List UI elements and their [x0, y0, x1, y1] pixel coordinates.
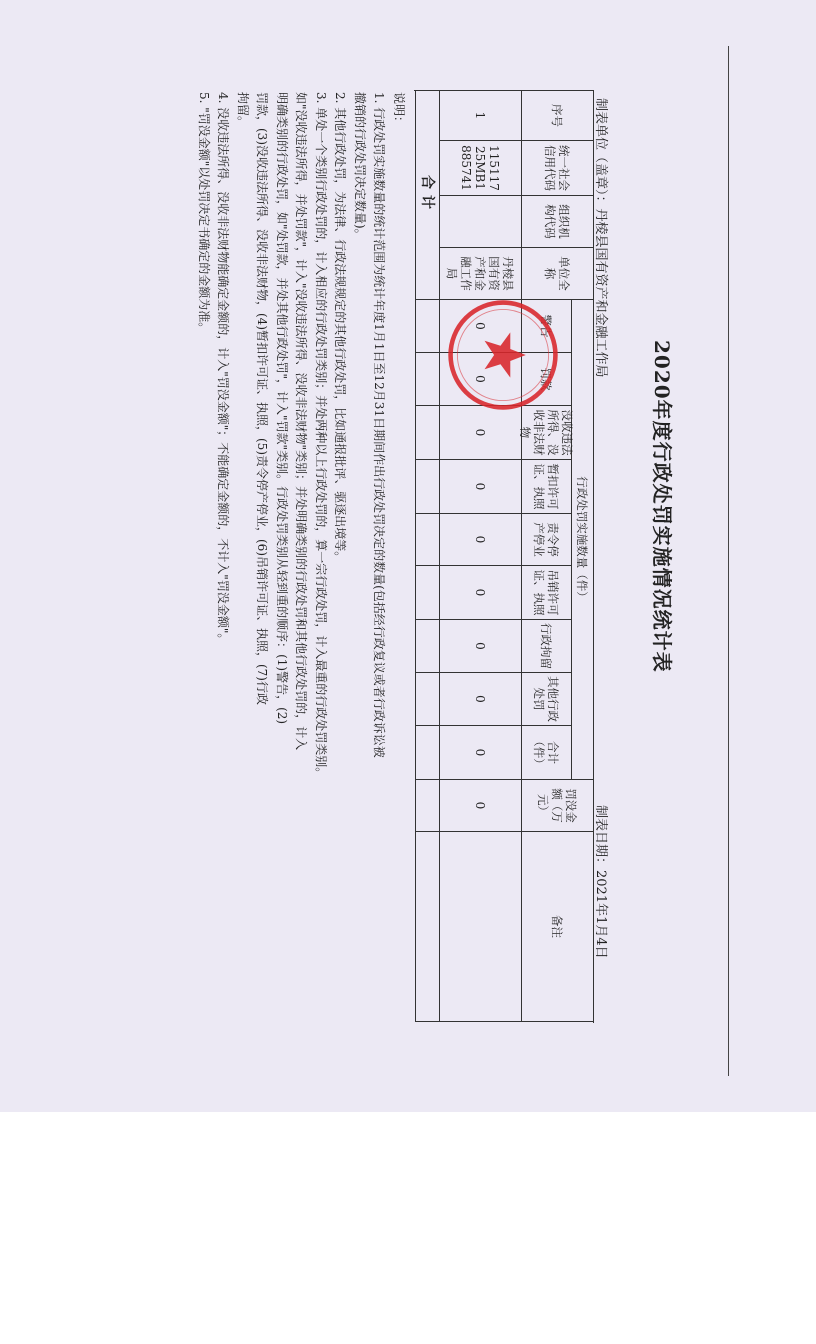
document-title: 2020年度行政处罚实施情况统计表: [650, 340, 674, 673]
total-other: [415, 673, 439, 726]
row-detain: 0: [439, 620, 521, 673]
row-amount: 0: [439, 780, 521, 832]
note-3d: 罚款，(3)没收违法所得、没收非法财物，(4)暂扣许可证、执照，(5)责令停产停业，(6)吊销许可证、执照，(7)行政: [255, 92, 270, 705]
total-total: [415, 726, 439, 780]
row-remark: [439, 832, 521, 1022]
total-warning: [415, 300, 439, 353]
row-credit-code: 11511725MB1885741: [439, 141, 521, 196]
row-warning: 0: [439, 300, 521, 353]
row-seq: 1: [439, 91, 521, 141]
header-group: 行政处罚实施数量（件）: [571, 300, 593, 780]
seal-star: [485, 332, 526, 377]
date-label: 制表日期：: [593, 805, 608, 871]
header-credit-code: 统一社会信用代码: [521, 141, 593, 196]
unit-name: 丹棱县国有资产和金融工作局: [593, 208, 608, 378]
header-other: 其他行政处罚: [521, 673, 571, 726]
total-fine: [415, 353, 439, 406]
header-detain: 行政拘留: [521, 620, 571, 673]
row-revoke: 0: [439, 566, 521, 620]
header-unit-name: 单位全称: [521, 248, 593, 300]
notes-heading: 说明：: [392, 92, 406, 129]
note-2: 2. 其他行政处罚，为法律、行政法规规定的其他行政处罚，比如通报批评、驱逐出境等。: [333, 92, 348, 564]
total-revoke: [415, 566, 439, 620]
row-fine: 0: [439, 353, 521, 406]
issuing-unit: [593, 98, 612, 378]
total-suspend: [415, 460, 439, 514]
note-3e: 拘留。: [236, 92, 250, 129]
note-5: 5. "罚没金额"以处罚决定书确定的金额为准。: [197, 92, 211, 335]
row-unit-name: 丹棱县国有资产和金融工作局: [439, 248, 521, 300]
total-confiscate: [415, 406, 439, 460]
row-confiscate: 0: [439, 406, 521, 460]
total-remark: [415, 832, 439, 1022]
note-4: 4. 没收违法所得、没收非法财物能确定金额的，计入"罚没金额"；不能确定金额的，不计入"罚没金额"。: [216, 92, 231, 646]
header-seq: 序号: [521, 91, 593, 141]
rotated-document: [100, 40, 700, 1040]
row-other: 0: [439, 673, 521, 726]
header-amount: 罚没金额（万元）: [521, 780, 593, 832]
unit-label: 制表单位（盖章）：: [593, 98, 608, 209]
total-amount: [415, 780, 439, 832]
note-3c: 明确类别的行政处罚，如"处罚款，并处其他行政处罚"，计入"罚款"类别。行政处罚类别从轻到重的顺序：(1)警告，(2): [275, 92, 289, 725]
margin-rule: [728, 46, 729, 1076]
total-label: 合计: [415, 91, 439, 300]
row-org-code: [439, 196, 521, 248]
header-warning: 警告: [521, 300, 571, 353]
header-org-code: 组织机构代码: [521, 196, 593, 248]
header-stop: 责令停产停业: [521, 514, 571, 566]
statistics-table: [414, 90, 594, 1023]
note-1a: 1. 行政处罚实施数量的统计范围为统计年度1月1日至12月31日期间作出行政处罚决定的数量(包括经行政复议或者行政诉讼被: [372, 92, 387, 758]
note-1b: 撤销的行政处罚决定数量)。: [353, 92, 367, 241]
header-suspend: 暂扣许可证、执照: [521, 460, 571, 514]
row-stop: 0: [439, 514, 521, 566]
row-suspend: 0: [439, 460, 521, 514]
note-3a: 3. 单处一个类别行政处罚的，计入相应的行政处罚类别；并处两种以上行政处罚的，算一宗行政处罚，计入最重的行政处罚类别。: [314, 92, 328, 780]
row-total: 0: [439, 726, 521, 780]
note-3b: 如"没收违法所得，并处罚款"，计入"没收违法所得、没收非法财物"类别；并处明确类别的行政处罚和其他行政处罚的，计入: [294, 92, 309, 751]
notes: [194, 92, 409, 1022]
total-stop: [415, 514, 439, 566]
official-seal: [446, 298, 560, 412]
header-fine: 罚款: [521, 353, 571, 406]
total-detain: [415, 620, 439, 673]
header-confiscate: 没收违法所得、没收非法财物: [521, 406, 571, 460]
header-remark: 备注: [521, 832, 593, 1022]
date-value: 2021年1月4日: [593, 870, 608, 959]
issue-date: [593, 805, 612, 959]
header-revoke: 吊销许可证、执照: [521, 566, 571, 620]
header-total: 合计（件）: [521, 726, 571, 780]
